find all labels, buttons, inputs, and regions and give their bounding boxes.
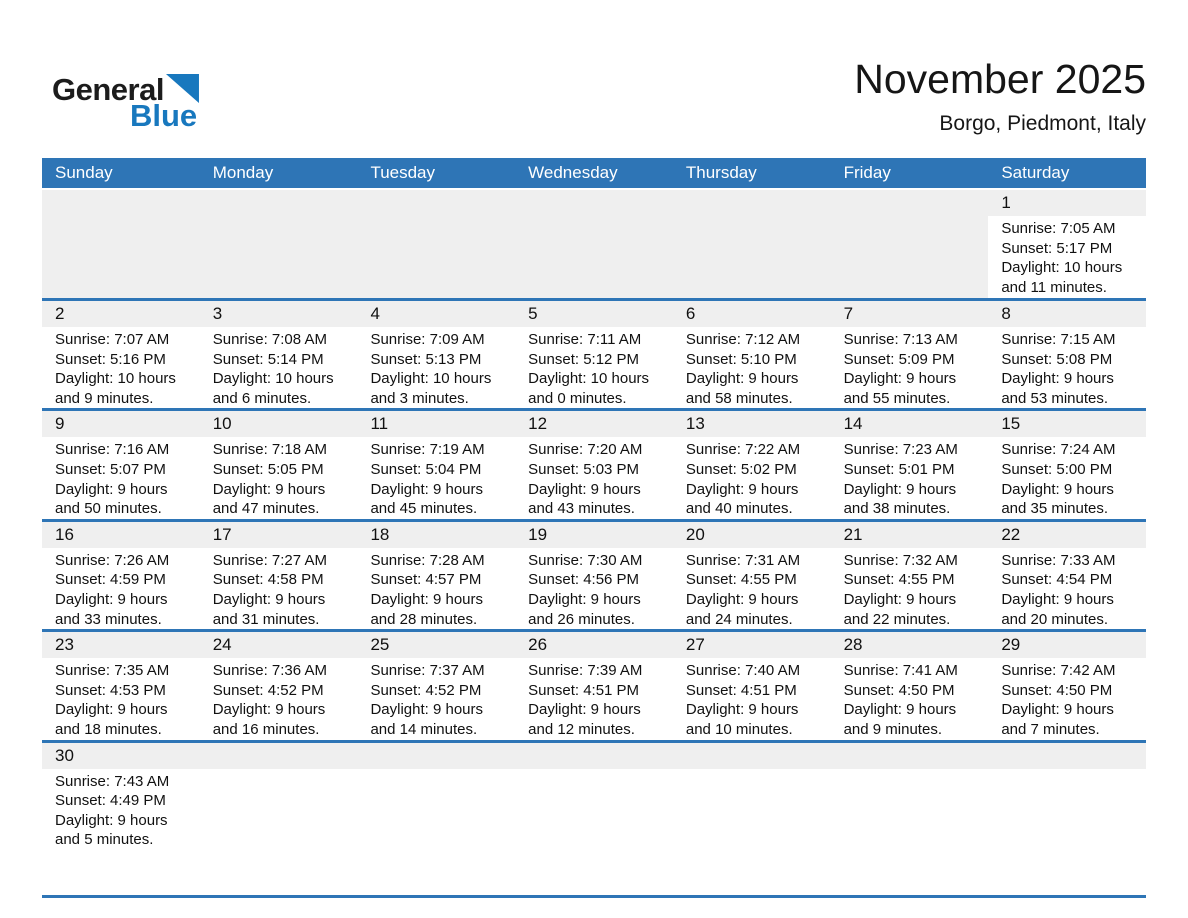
weekday-header-monday: Monday [212, 163, 274, 182]
daylight-text: Daylight: 9 hours and 26 minutes. [528, 590, 641, 628]
sunrise-text: Sunrise: 7:30 AM [528, 551, 643, 569]
day-number: 15 [1001, 414, 1021, 434]
page-title: November 2025 [854, 56, 1146, 102]
sunset-text: Sunset: 4:52 PM [212, 681, 324, 699]
day-cell-3 [200, 301, 358, 408]
sunrise-text: Sunrise: 7:19 AM [370, 441, 485, 459]
day-details [213, 658, 352, 739]
day-details [528, 658, 667, 739]
daylight-text: Daylight: 9 hours and 5 minutes. [55, 811, 168, 849]
daylight-text: Daylight: 9 hours and 43 minutes. [528, 480, 641, 518]
daylight-text: Daylight: 9 hours and 20 minutes. [1001, 590, 1114, 628]
day-details [1001, 327, 1140, 408]
daylight-text: Daylight: 9 hours and 10 minutes. [685, 701, 799, 738]
day-number: 13 [685, 414, 705, 434]
sunset-text: Sunset: 4:59 PM [55, 571, 166, 589]
week-row-1 [42, 190, 1146, 298]
day-number: 27 [685, 635, 705, 655]
day-details [844, 658, 983, 739]
daylight-text: Daylight: 9 hours and 40 minutes. [685, 480, 799, 518]
daylight-text: Daylight: 9 hours and 35 minutes. [1001, 480, 1114, 518]
sunset-text: Sunset: 5:02 PM [685, 460, 797, 478]
sunset-text: Sunset: 4:55 PM [843, 571, 955, 589]
sunrise-text: Sunrise: 7:43 AM [55, 772, 170, 790]
empty-day-cell [673, 743, 831, 895]
day-cell-27 [673, 632, 831, 739]
daylight-text: Daylight: 10 hours and 3 minutes. [370, 370, 492, 407]
logo-text-general: General [52, 72, 164, 107]
day-cell-26 [515, 632, 673, 739]
daylight-text: Daylight: 9 hours and 53 minutes. [1001, 370, 1114, 407]
day-number: 7 [843, 304, 854, 323]
day-cell-10 [200, 411, 358, 518]
empty-day-cell [515, 190, 673, 298]
sunset-text: Sunset: 5:08 PM [1001, 350, 1113, 368]
empty-day-cell [831, 743, 989, 895]
sunset-text: Sunset: 5:12 PM [528, 350, 640, 368]
day-cell-11 [357, 411, 515, 518]
sunset-text: Sunset: 4:58 PM [212, 571, 324, 589]
week-row-4 [42, 519, 1146, 629]
empty-day-cell [200, 743, 358, 895]
day-cell-20 [673, 522, 831, 629]
weekday-header-thursday: Thursday [685, 163, 757, 182]
daylight-text: Daylight: 9 hours and 31 minutes. [212, 590, 326, 628]
day-number: 24 [212, 635, 232, 655]
calendar-grid [42, 188, 1146, 898]
day-cell-24 [200, 632, 358, 739]
day-number: 21 [843, 524, 863, 544]
daylight-text: Daylight: 10 hours and 0 minutes. [528, 370, 650, 407]
day-details [1001, 548, 1140, 629]
day-number: 20 [685, 524, 705, 544]
sunset-text: Sunset: 4:57 PM [370, 571, 482, 589]
day-cell-2 [42, 301, 200, 408]
daylight-text: Daylight: 9 hours and 38 minutes. [843, 480, 957, 518]
sunset-text: Sunset: 5:13 PM [370, 350, 482, 368]
daylight-text: Daylight: 9 hours and 12 minutes. [528, 701, 641, 738]
empty-day-cell [673, 190, 831, 298]
daylight-text: Daylight: 9 hours and 14 minutes. [370, 701, 483, 738]
sunrise-text: Sunrise: 7:09 AM [370, 331, 485, 348]
day-details [213, 437, 352, 518]
day-number: 5 [528, 304, 538, 323]
sunset-text: Sunset: 4:50 PM [843, 681, 955, 699]
day-cell-28 [831, 632, 989, 739]
day-cell-14 [831, 411, 989, 518]
sunset-text: Sunset: 5:17 PM [1001, 239, 1113, 257]
sunset-text: Sunset: 4:54 PM [1001, 571, 1113, 589]
sunset-text: Sunset: 4:56 PM [528, 571, 640, 589]
day-details [528, 548, 667, 629]
weekday-header-wednesday: Wednesday [528, 163, 618, 182]
sunrise-text: Sunrise: 7:07 AM [55, 331, 170, 348]
sunrise-text: Sunrise: 7:08 AM [212, 331, 327, 348]
sunrise-text: Sunrise: 7:35 AM [55, 662, 170, 680]
day-number: 29 [1001, 635, 1021, 655]
sunrise-text: Sunrise: 7:13 AM [843, 331, 958, 348]
weekday-header-saturday: Saturday [1001, 163, 1070, 182]
day-cell-15 [988, 411, 1146, 518]
day-cell-25 [357, 632, 515, 739]
sunrise-text: Sunrise: 7:32 AM [843, 551, 958, 569]
day-details [370, 658, 509, 739]
sunrise-text: Sunrise: 7:15 AM [1001, 331, 1116, 348]
day-number: 28 [843, 635, 863, 655]
daylight-text: Daylight: 10 hours and 6 minutes. [212, 370, 334, 407]
daylight-text: Daylight: 10 hours and 11 minutes. [1001, 259, 1123, 296]
weekday-header-row [42, 158, 1146, 188]
sunrise-text: Sunrise: 7:31 AM [685, 551, 801, 569]
sunset-text: Sunset: 5:01 PM [843, 460, 955, 478]
daylight-text: Daylight: 9 hours and 24 minutes. [685, 590, 799, 628]
day-cell-30 [42, 743, 200, 895]
day-number: 30 [55, 745, 74, 765]
sunset-text: Sunset: 4:52 PM [370, 681, 482, 699]
sunset-text: Sunset: 4:50 PM [1001, 681, 1113, 699]
day-details [686, 658, 825, 739]
day-number: 1 [1001, 193, 1011, 212]
sunset-text: Sunset: 5:05 PM [212, 460, 324, 478]
day-cell-22 [988, 522, 1146, 629]
sunset-text: Sunset: 4:51 PM [528, 681, 640, 699]
sunset-text: Sunset: 4:55 PM [685, 571, 797, 589]
empty-day-cell [357, 190, 515, 298]
day-cell-16 [42, 522, 200, 629]
sunrise-text: Sunrise: 7:11 AM [528, 331, 642, 348]
day-number: 18 [370, 524, 390, 544]
sunrise-text: Sunrise: 7:39 AM [528, 662, 643, 680]
daylight-text: Daylight: 10 hours and 9 minutes. [55, 370, 176, 407]
day-details [370, 437, 509, 518]
sunset-text: Sunset: 4:49 PM [55, 792, 166, 810]
empty-day-cell [357, 743, 515, 895]
empty-day-cell [42, 190, 200, 298]
weekday-header-sunday: Sunday [55, 163, 113, 182]
day-details [1001, 658, 1140, 739]
day-number: 22 [1001, 524, 1021, 544]
daylight-text: Daylight: 9 hours and 50 minutes. [55, 480, 168, 518]
sunrise-text: Sunrise: 7:12 AM [685, 331, 801, 348]
daylight-text: Daylight: 9 hours and 58 minutes. [685, 370, 799, 407]
sunset-text: Sunset: 5:04 PM [370, 460, 482, 478]
day-details [844, 327, 983, 408]
day-cell-29 [988, 632, 1146, 739]
daylight-text: Daylight: 9 hours and 45 minutes. [370, 480, 483, 518]
sunrise-text: Sunrise: 7:42 AM [1001, 662, 1116, 680]
day-number: 4 [370, 304, 380, 323]
day-cell-8 [988, 301, 1146, 408]
sunset-text: Sunset: 5:16 PM [55, 350, 166, 368]
sunrise-text: Sunrise: 7:37 AM [370, 662, 485, 680]
day-number: 19 [528, 524, 548, 544]
day-number: 8 [1001, 304, 1011, 323]
day-details [1001, 216, 1140, 297]
day-cell-13 [673, 411, 831, 518]
sunset-text: Sunset: 5:03 PM [528, 460, 640, 478]
weekday-header-friday: Friday [843, 163, 891, 182]
sunrise-text: Sunrise: 7:27 AM [212, 551, 327, 569]
daylight-text: Daylight: 9 hours and 18 minutes. [55, 701, 168, 738]
day-number: 11 [370, 414, 389, 434]
day-number: 25 [370, 635, 390, 655]
week-row-6 [42, 740, 1146, 895]
sunrise-text: Sunrise: 7:22 AM [685, 441, 801, 459]
sunrise-text: Sunrise: 7:33 AM [1001, 551, 1116, 569]
sunset-text: Sunset: 4:53 PM [55, 681, 166, 699]
day-details [55, 327, 194, 408]
daylight-text: Daylight: 9 hours and 28 minutes. [370, 590, 483, 628]
day-details [370, 327, 509, 408]
daylight-text: Daylight: 9 hours and 22 minutes. [843, 590, 957, 628]
sunset-text: Sunset: 5:07 PM [55, 460, 166, 478]
day-number: 10 [212, 414, 232, 434]
day-details [686, 437, 825, 518]
empty-day-cell [200, 190, 358, 298]
sunrise-text: Sunrise: 7:28 AM [370, 551, 485, 569]
sunrise-text: Sunrise: 7:05 AM [1001, 220, 1116, 237]
day-cell-21 [831, 522, 989, 629]
day-cell-19 [515, 522, 673, 629]
sunrise-text: Sunrise: 7:18 AM [212, 441, 327, 459]
day-details [213, 548, 352, 629]
sunrise-text: Sunrise: 7:23 AM [843, 441, 958, 459]
day-number: 16 [55, 524, 74, 544]
general-blue-logo [52, 74, 199, 131]
day-number: 12 [528, 414, 548, 434]
day-number: 23 [55, 635, 74, 655]
sunrise-text: Sunrise: 7:26 AM [55, 551, 170, 569]
day-details [528, 327, 667, 408]
day-cell-18 [357, 522, 515, 629]
day-cell-17 [200, 522, 358, 629]
day-cell-1 [988, 190, 1146, 298]
day-cell-4 [357, 301, 515, 408]
day-details [844, 548, 983, 629]
sunset-text: Sunset: 5:14 PM [212, 350, 324, 368]
week-row-5 [42, 629, 1146, 739]
sunrise-text: Sunrise: 7:24 AM [1001, 441, 1116, 459]
week-row-3 [42, 408, 1146, 518]
day-details [213, 327, 352, 408]
day-details [370, 548, 509, 629]
day-cell-6 [673, 301, 831, 408]
sunrise-text: Sunrise: 7:40 AM [685, 662, 801, 680]
daylight-text: Daylight: 9 hours and 55 minutes. [843, 370, 957, 407]
sunset-text: Sunset: 4:51 PM [685, 681, 797, 699]
week-row-2 [42, 298, 1146, 408]
day-details [55, 658, 194, 739]
sunrise-text: Sunrise: 7:41 AM [843, 662, 958, 680]
day-details [528, 437, 667, 518]
day-number: 2 [55, 304, 65, 323]
day-details [55, 769, 194, 850]
day-number: 14 [843, 414, 863, 434]
sunrise-text: Sunrise: 7:20 AM [528, 441, 643, 459]
sunset-text: Sunset: 5:09 PM [843, 350, 955, 368]
daylight-text: Daylight: 9 hours and 47 minutes. [212, 480, 326, 518]
empty-day-cell [831, 190, 989, 298]
sunset-text: Sunset: 5:10 PM [685, 350, 797, 368]
day-cell-23 [42, 632, 200, 739]
day-details [55, 437, 194, 518]
empty-day-cell [515, 743, 673, 895]
daylight-text: Daylight: 9 hours and 33 minutes. [55, 590, 168, 628]
title-block [854, 56, 1146, 136]
day-details [55, 548, 194, 629]
page-location: Borgo, Piedmont, Italy [939, 112, 1146, 136]
day-number: 26 [528, 635, 548, 655]
day-cell-7 [831, 301, 989, 408]
sunrise-text: Sunrise: 7:36 AM [212, 662, 327, 680]
logo-text-blue: Blue [130, 98, 198, 133]
day-number: 17 [212, 524, 232, 544]
day-number: 3 [212, 304, 223, 323]
empty-day-cell [988, 743, 1146, 895]
day-cell-12 [515, 411, 673, 518]
day-details [686, 548, 825, 629]
daylight-text: Daylight: 9 hours and 9 minutes. [843, 701, 957, 738]
day-details [844, 437, 983, 518]
day-number: 9 [55, 414, 65, 434]
day-number: 6 [685, 304, 696, 323]
sunrise-text: Sunrise: 7:16 AM [55, 441, 170, 459]
day-details [1001, 437, 1140, 518]
daylight-text: Daylight: 9 hours and 16 minutes. [212, 701, 326, 738]
day-cell-9 [42, 411, 200, 518]
sunset-text: Sunset: 5:00 PM [1001, 460, 1113, 478]
day-details [686, 327, 825, 408]
day-cell-5 [515, 301, 673, 408]
daylight-text: Daylight: 9 hours and 7 minutes. [1001, 701, 1114, 738]
weekday-header-tuesday: Tuesday [370, 163, 436, 182]
